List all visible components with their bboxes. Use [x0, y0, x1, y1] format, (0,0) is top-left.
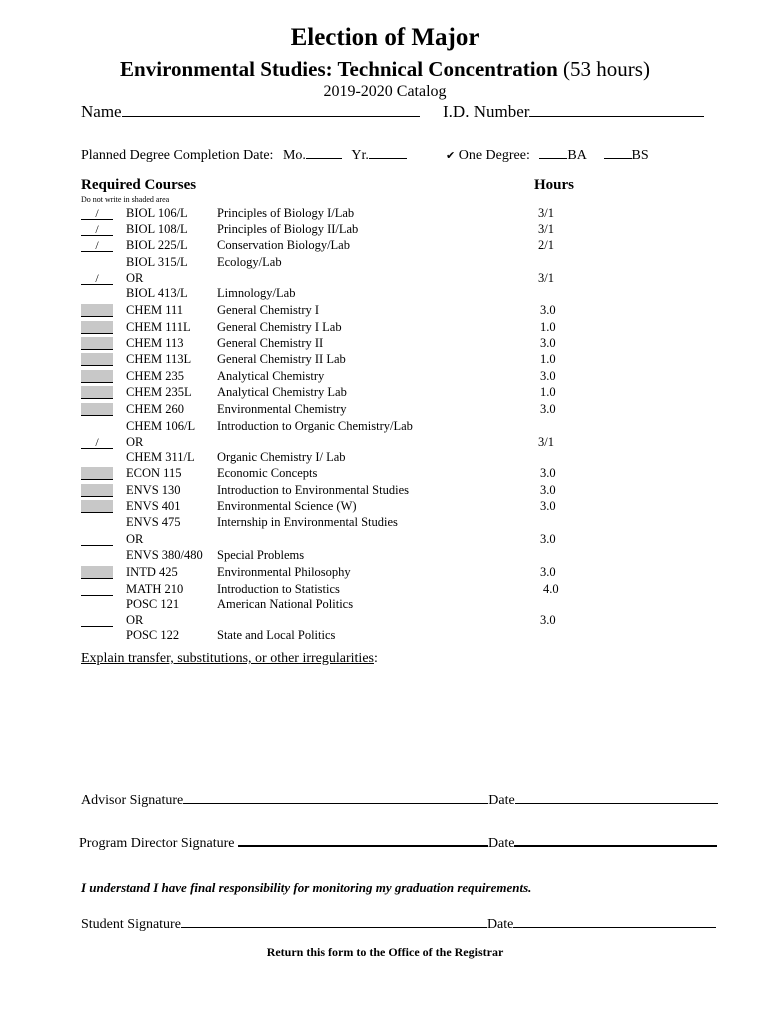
id-line[interactable]	[529, 102, 704, 117]
student-signature-label: Student Signature	[81, 917, 181, 932]
director-signature-row	[79, 831, 717, 852]
course-code: CHEM 111L	[126, 320, 191, 334]
course-check-box[interactable]	[81, 533, 113, 546]
student-date-line[interactable]	[513, 913, 716, 928]
course-shaded-box	[81, 500, 113, 513]
course-code: CHEM 113	[126, 336, 184, 350]
id-label: I.D. Number	[443, 102, 530, 121]
course-code: MATH 210	[126, 582, 184, 596]
course-hours: 3.0	[540, 483, 556, 497]
course-code: ECON 115	[126, 466, 182, 480]
course-title: Environmental Science (W)	[217, 499, 357, 513]
course-check-box[interactable]	[81, 583, 113, 596]
course-hours: 1.0	[540, 385, 556, 399]
course-code: BIOL 413/L	[126, 286, 188, 300]
completion-date-row	[81, 144, 407, 164]
course-hours: 3/1	[538, 435, 554, 449]
program-hours: (53 hours)	[563, 57, 650, 81]
student-signature-row	[81, 913, 716, 933]
course-shaded-box	[81, 353, 113, 366]
program-name: Environmental Studies: Technical Concentration	[120, 57, 558, 81]
course-code: INTD 425	[126, 565, 178, 579]
required-courses-heading: Required Courses	[81, 177, 197, 193]
responsibility-statement: I understand I have final responsibility for monitoring my graduation requirements.	[81, 880, 532, 895]
course-check-box[interactable]	[81, 614, 113, 627]
course-title: American National Politics	[217, 597, 354, 611]
course-title: General Chemistry II Lab	[217, 352, 346, 366]
course-title: Principles of Biology II/Lab	[217, 222, 359, 236]
director-date-line[interactable]	[514, 831, 717, 847]
course-hours: 1.0	[540, 320, 556, 334]
course-hours: 3.0	[540, 565, 556, 579]
advisor-signature-row	[81, 789, 718, 809]
course-hours: 3.0	[540, 466, 556, 480]
course-code: OR	[126, 613, 144, 627]
course-code: BIOL 106/L	[126, 206, 188, 220]
course-check-box[interactable]: /	[81, 436, 113, 449]
course-title: General Chemistry II	[217, 336, 324, 350]
catalog-year: 2019-2020 Catalog	[323, 83, 447, 100]
advisor-date-line[interactable]	[515, 789, 718, 804]
course-hours: 3/1	[538, 222, 554, 236]
course-shaded-box	[81, 370, 113, 383]
advisor-date-label: Date	[488, 793, 515, 808]
course-code: OR	[126, 271, 144, 285]
course-code: CHEM 235L	[126, 385, 192, 399]
course-code: CHEM 111	[126, 303, 184, 317]
check-icon: ✔	[446, 150, 456, 162]
course-code: CHEM 311/L	[126, 450, 195, 464]
course-hours: 3.0	[540, 402, 556, 416]
course-hours: 3.0	[540, 303, 556, 317]
course-hours: 2/1	[538, 238, 554, 252]
explain-colon: :	[373, 651, 378, 666]
director-signature-label: Program Director Signature	[79, 836, 235, 851]
student-date-label: Date	[486, 917, 514, 932]
course-title: Economic Concepts	[217, 466, 318, 480]
course-title: State and Local Politics	[217, 628, 336, 642]
course-title: Introduction to Organic Chemistry/Lab	[217, 419, 413, 433]
course-code: OR	[126, 532, 144, 546]
explain-section	[81, 651, 378, 667]
course-hours: 3/1	[538, 206, 554, 220]
course-shaded-box	[81, 566, 113, 579]
shaded-area-note: Do not write in shaded area	[81, 195, 170, 204]
director-signature-line[interactable]	[238, 831, 488, 847]
course-shaded-box	[81, 337, 113, 350]
course-shaded-box	[81, 484, 113, 497]
bs-line[interactable]	[604, 144, 632, 159]
course-title: Limnology/Lab	[217, 286, 296, 300]
course-shaded-box	[81, 321, 113, 334]
course-title: Special Problems	[217, 548, 305, 562]
course-code: OR	[126, 435, 144, 449]
course-hours: 3/1	[538, 271, 554, 285]
course-title: Conservation Biology/Lab	[217, 238, 350, 252]
month-line[interactable]	[306, 144, 342, 159]
course-code: ENVS 475	[126, 515, 181, 529]
course-hours: 3.0	[540, 613, 556, 627]
return-instructions: Return this form to the Office of the Registrar	[266, 945, 504, 959]
course-code: POSC 122	[126, 628, 180, 642]
one-degree-label: One Degree:	[458, 148, 530, 163]
name-line[interactable]	[122, 102, 420, 117]
course-title: Introduction to Environmental Studies	[217, 483, 409, 497]
degree-row	[446, 144, 649, 164]
course-check-box[interactable]: /	[81, 239, 113, 252]
name-label: Name	[81, 102, 122, 121]
course-title: Principles of Biology I/Lab	[217, 206, 355, 220]
course-code: CHEM 113L	[126, 352, 192, 366]
form-title: Election of Major	[290, 24, 480, 51]
course-code: CHEM 106/L	[126, 419, 196, 433]
student-signature-line[interactable]	[181, 913, 487, 928]
course-code: POSC 121	[126, 597, 180, 611]
course-check-box[interactable]: /	[81, 272, 113, 285]
year-label: Yr.	[351, 148, 369, 163]
course-title: Analytical Chemistry	[217, 369, 325, 383]
explain-label: Explain transfer, substitutions, or other irregularities	[81, 651, 374, 666]
month-label: Mo.	[282, 148, 306, 163]
advisor-signature-line[interactable]	[183, 789, 488, 804]
course-shaded-box	[81, 304, 113, 317]
course-hours: 3.0	[540, 369, 556, 383]
course-title: Internship in Environmental Studies	[217, 515, 398, 529]
ba-line[interactable]	[539, 144, 567, 159]
course-check-box[interactable]: /	[81, 223, 113, 236]
course-title: Analytical Chemistry Lab	[217, 385, 347, 399]
hours-heading: Hours	[534, 177, 575, 193]
completion-label: Planned Degree Completion Date:	[81, 148, 274, 163]
course-code: BIOL 315/L	[126, 255, 188, 269]
course-hours: 3.0	[540, 336, 556, 350]
course-check-box[interactable]: /	[81, 207, 113, 220]
advisor-signature-label: Advisor Signature	[81, 793, 184, 808]
course-code: CHEM 235	[126, 369, 184, 383]
course-code: ENVS 401	[126, 499, 181, 513]
course-title: Organic Chemistry I/ Lab	[217, 450, 346, 464]
course-code: BIOL 108/L	[126, 222, 188, 236]
course-hours: 4.0	[543, 582, 559, 596]
course-code: ENVS 380/480	[126, 548, 203, 562]
course-title: Environmental Philosophy	[217, 565, 351, 579]
course-title: General Chemistry I Lab	[217, 320, 342, 334]
director-date-label: Date	[488, 836, 515, 851]
course-shaded-box	[81, 403, 113, 416]
id-field[interactable]	[443, 102, 704, 122]
bs-label: BS	[631, 148, 649, 163]
course-code: ENVS 130	[126, 483, 181, 497]
course-shaded-box	[81, 467, 113, 480]
course-hours: 1.0	[540, 352, 556, 366]
course-shaded-box	[81, 386, 113, 399]
name-field[interactable]	[81, 102, 420, 122]
course-code: CHEM 260	[126, 402, 184, 416]
year-line[interactable]	[369, 144, 407, 159]
ba-label: BA	[567, 148, 587, 163]
course-title: Introduction to Statistics	[217, 582, 340, 596]
course-title: General Chemistry I	[217, 303, 320, 317]
course-code: BIOL 225/L	[126, 238, 188, 252]
course-hours: 3.0	[540, 532, 556, 546]
course-hours: 3.0	[540, 499, 556, 513]
course-title: Environmental Chemistry	[217, 402, 347, 416]
form-subtitle	[0, 57, 770, 82]
course-title: Ecology/Lab	[217, 255, 282, 269]
